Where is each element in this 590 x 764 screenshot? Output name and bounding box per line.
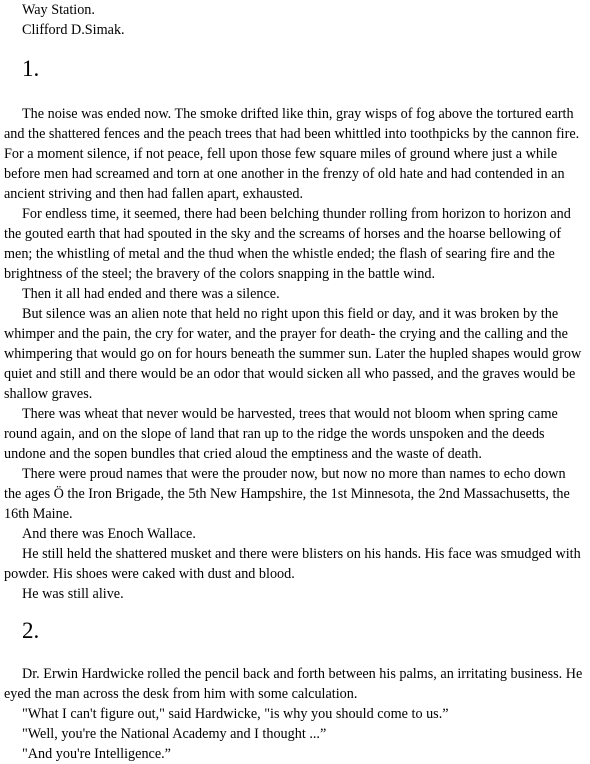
book-author: Clifford D.Simak.: [22, 22, 125, 38]
paragraph: "And you're Intelligence.”: [22, 746, 171, 762]
paragraph: "What I can't figure out," said Hardwicke, "is why you should come to us.”: [22, 706, 449, 722]
paragraph: Then it all had ended and there was a silence.: [22, 286, 280, 302]
paragraph: The noise was ended now. The smoke drifted like thin, gray wisps of fog above the tortured earth and the shattered fences and the peach trees that had been whittled into toothpicks by the cannon fire. For a moment silence, if not peace, fell upon those few square miles of ground where just a while before men had screamed and torn at one another in the frenzy of old hate and had contended in an ancient striving and then had fallen apart, exhausted.: [4, 106, 580, 202]
paragraph: And there was Enoch Wallace.: [22, 526, 196, 542]
paragraph: But silence was an alien note that held no right upon this field or day, and it was broken by the whimper and the pain, the cry for water, and the prayer for death- the crying and the calling and the whimpering that would go on for hours beneath the summer sun. Later the hupled shapes would grow quiet and still and there would be an odor that would sicken all who passed, and the graves would be shallow graves.: [4, 306, 582, 402]
paragraph: There were proud names that were the prouder now, but now no more than names to echo down the ages Ö the Iron Brigade, the 5th New Hampshire, the 1st Minnesota, the 2nd Massachusetts, the 16th Maine.: [4, 466, 570, 522]
paragraph: He still held the shattered musket and there were blisters on his hands. His face was smudged with powder. His shoes were caked with dust and blood.: [4, 546, 581, 582]
paragraph: There was wheat that never would be harvested, trees that would not bloom when spring came round again, and on the slope of land that ran up to the ridge the words unspoken and the deeds undone and the sopen bundles that cried aloud the emptiness and the waste of death.: [4, 406, 558, 462]
chapter-heading-2: 2.: [22, 618, 40, 643]
paragraph: Dr. Erwin Hardwicke rolled the pencil back and forth between his palms, an irritating business. He eyed the man across the desk from him with some calculation.: [4, 666, 583, 702]
paragraph: He was still alive.: [22, 586, 124, 602]
document-content: [4, 0, 584, 764]
paragraph: For endless time, it seemed, there had been belching thunder rolling from horizon to horizon and the gouted earth that had spouted in the sky and the screams of horses and the hoarse bellowing of men; the whistling of metal and the thud when the whistle ended; the flash of searing fire and the brightness of the steel; the bravery of the colors snapping in the battle wind.: [4, 206, 571, 282]
chapter-heading-1: 1.: [22, 56, 40, 81]
paragraph: "Well, you're the National Academy and I thought ...”: [22, 726, 327, 742]
book-title: Way Station.: [22, 2, 95, 18]
